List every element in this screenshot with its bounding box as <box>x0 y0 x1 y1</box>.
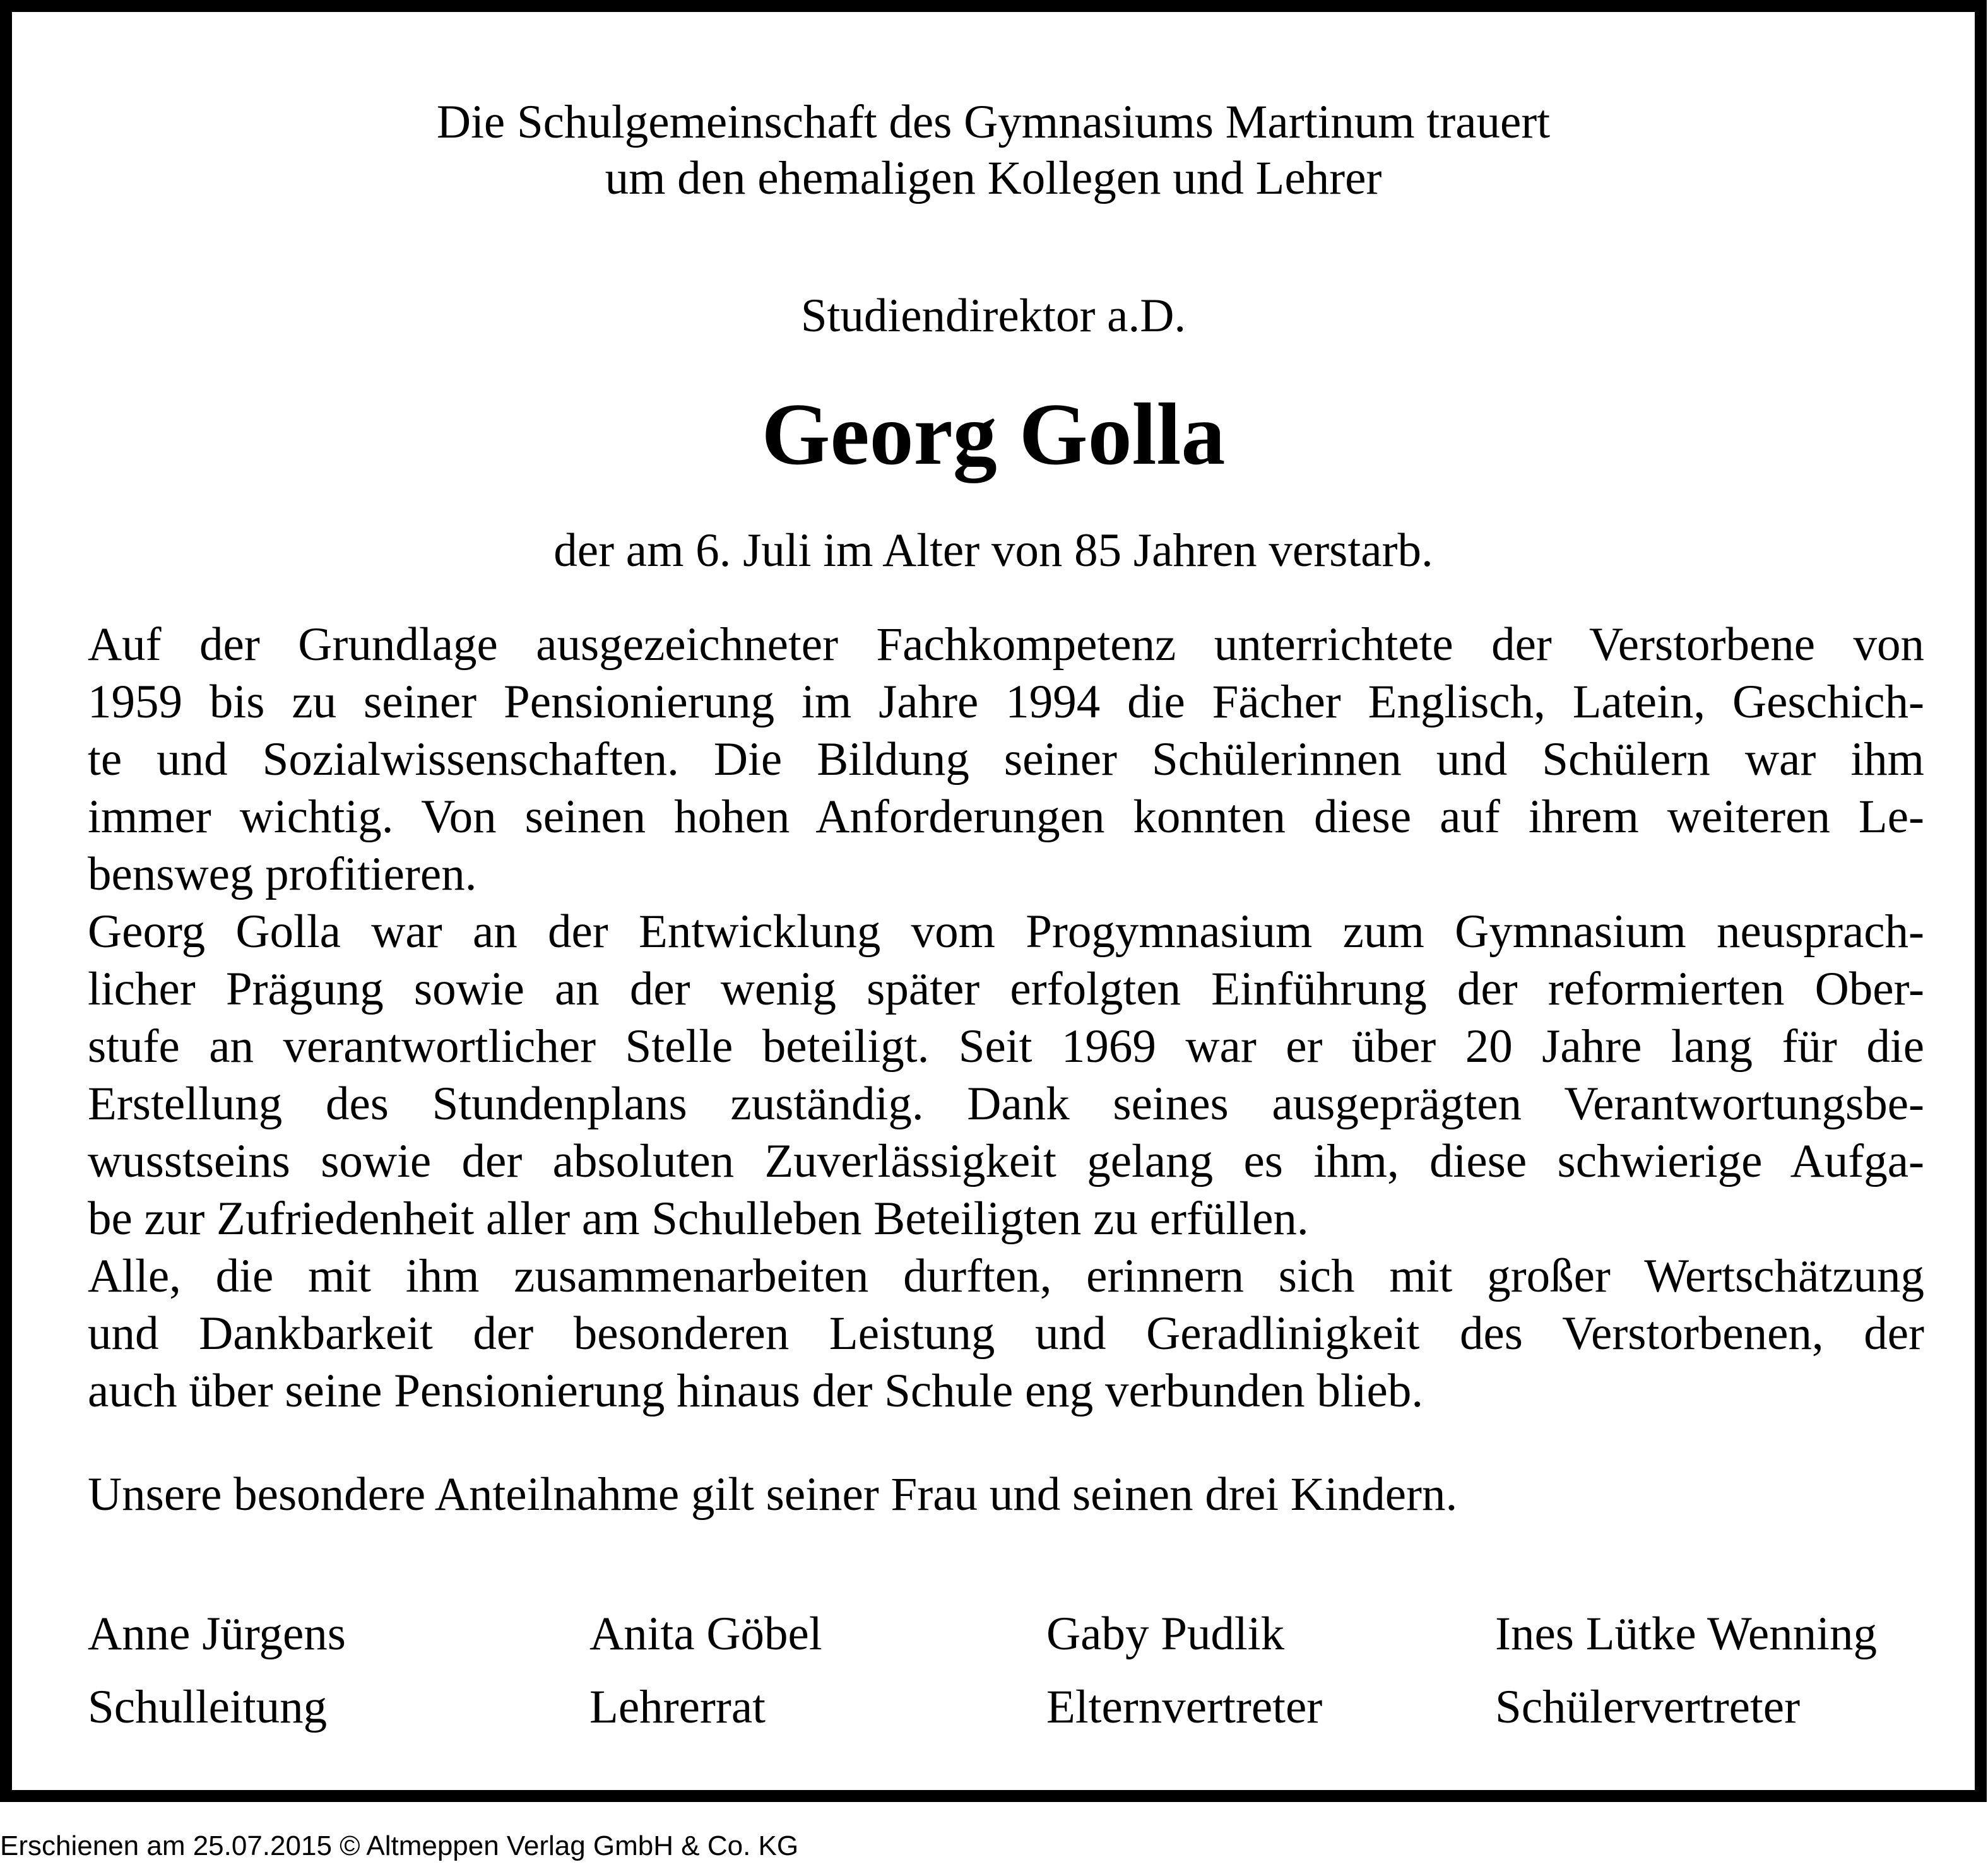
sympathy-line: Unsere besondere Anteilnahme gilt seiner Frau und seinen drei Kindern. <box>88 1468 1458 1521</box>
signatory-1 <box>88 1598 346 1744</box>
intro-text-second <box>12 150 1975 206</box>
signatory-2 <box>589 1598 822 1744</box>
signatory-role: Schulleitung <box>88 1681 328 1733</box>
intro-line-2: um den ehemaligen Kollegen und Lehrer <box>605 152 1382 204</box>
body-line: te und Sozialwissenschaften. Die Bildung seiner Schülerinnen und Schülern war ihm <box>88 733 1924 786</box>
deceased-name: Georg Golla <box>761 386 1226 483</box>
signatory-name: Gaby Pudlik <box>1046 1608 1285 1660</box>
signatory-role: Schülervertreter <box>1495 1681 1801 1733</box>
body-paragraph-1 <box>88 616 1924 903</box>
signatory-name: Ines Lütke Wenning <box>1495 1608 1877 1660</box>
signatory-role: Lehrerrat <box>589 1681 766 1733</box>
signatory-4 <box>1495 1598 1877 1744</box>
death-date-line: der am 6. Juli im Alter von 85 Jahren verstarb. <box>553 524 1433 577</box>
body-line: bensweg profitieren. <box>88 848 477 900</box>
academic-rank: Studiendirektor a.D. <box>800 290 1186 342</box>
body-line: stufe an verantwortlicher Stelle beteiligt. Seit 1969 war er über 20 Jahre lang für die <box>88 1020 1924 1073</box>
intro-text <box>12 94 1975 150</box>
body-line: Erstellung des Stundenplans zuständig. Dank seines ausgeprägten Verantwortungsbe- <box>88 1078 1924 1130</box>
body-line: Georg Golla war an der Entwicklung vom Progymnasium zum Gymnasium neusprach- <box>88 905 1924 958</box>
body-line: immer wichtig. Von seinen hohen Anforderungen konnten diese auf ihrem weiteren Le- <box>88 791 1924 843</box>
publication-footer: Erschienen am 25.07.2015 © Altmeppen Verlag GmbH & Co. KG <box>0 1830 799 1861</box>
body-line: licher Prägung sowie an der wenig später erfolgten Einführung der reformierten Ober- <box>88 963 1924 1015</box>
body-line: be zur Zufriedenheit aller am Schulleben Beteiligten zu erfüllen. <box>88 1193 1309 1245</box>
body-line: wusstseins sowie der absoluten Zuverlässigkeit gelang es ihm, diese schwierige Aufga- <box>88 1135 1924 1187</box>
body-paragraph-2 <box>88 903 1924 1247</box>
intro-line-1: Die Schulgemeinschaft des Gymnasiums Martinum trauert <box>436 96 1551 148</box>
body-line: Alle, die mit ihm zusammenarbeiten durften, erinnern sich mit großer Wertschätzung <box>88 1250 1924 1302</box>
signatory-role: Elternvertreter <box>1046 1681 1323 1733</box>
body-line: 1959 bis zu seiner Pensionierung im Jahre 1994 die Fächer Englisch, Latein, Geschich- <box>88 676 1924 728</box>
body-paragraph-3 <box>88 1247 1924 1420</box>
obituary-body <box>88 616 1924 1420</box>
signatory-3 <box>1046 1598 1322 1744</box>
signatory-name: Anne Jürgens <box>88 1608 346 1660</box>
body-line: und Dankbarkeit der besonderen Leistung und Geradlinigkeit des Verstorbenen, der <box>88 1307 1924 1360</box>
body-line: Auf der Grundlage ausgezeichneter Fachkompetenz unterrichtete der Verstorbene von <box>88 618 1924 671</box>
body-line: auch über seine Pensionierung hinaus der Schule eng verbunden blieb. <box>88 1365 1424 1417</box>
signatory-name: Anita Göbel <box>589 1608 822 1660</box>
